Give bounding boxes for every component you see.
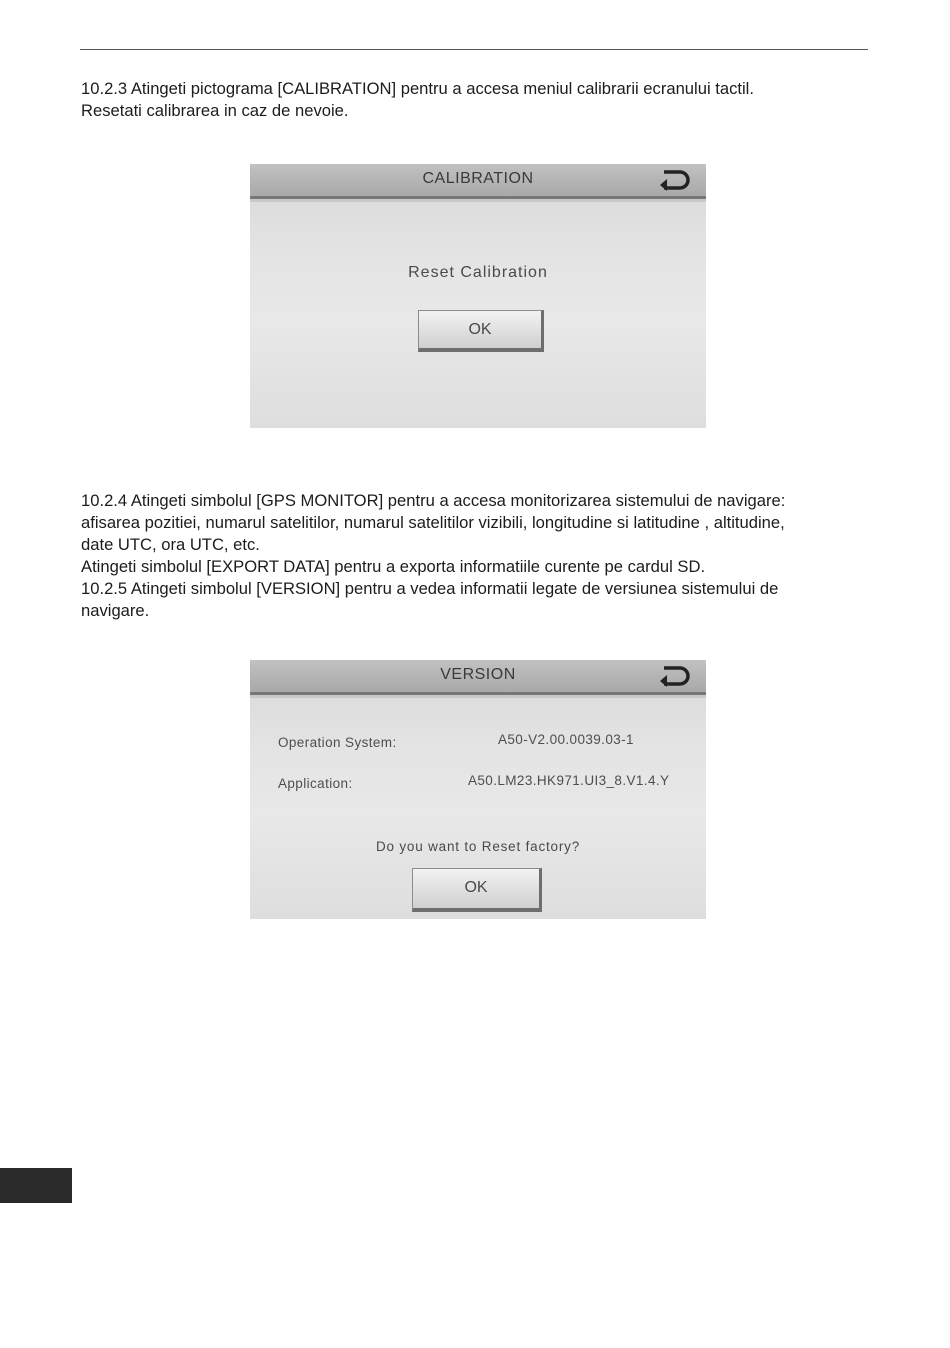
- page-tab-marker: [0, 1168, 72, 1203]
- version-header-bar: [250, 660, 706, 695]
- return-arrow-icon[interactable]: [658, 168, 692, 192]
- reset-factory-ok-button[interactable]: OK: [412, 868, 542, 912]
- operation-system-label: Operation System:: [278, 735, 397, 750]
- return-arrow-icon[interactable]: [658, 664, 692, 688]
- version-screenshot: [250, 660, 706, 919]
- text-line: Resetati calibrarea in caz de nevoie.: [81, 101, 349, 120]
- version-title: VERSION: [440, 666, 516, 683]
- text-line: navigare.: [81, 601, 150, 620]
- calibration-header-bar: [250, 164, 706, 199]
- operation-system-value: A50-V2.00.0039.03-1: [498, 732, 634, 747]
- application-value: A50.LM23.HK971.UI3_8.V1.4.Y: [468, 773, 670, 788]
- gps-version-instructions: [81, 490, 871, 622]
- calibration-instructions: [81, 78, 871, 122]
- application-label: Application:: [278, 776, 353, 791]
- calibration-ok-button[interactable]: OK: [418, 310, 544, 352]
- reset-calibration-message: Reset Calibration: [408, 264, 548, 281]
- text-line: 10.2.3 Atingeti pictograma [CALIBRATION] pentru a accesa meniul calibrarii ecranului tactil.: [81, 79, 754, 98]
- text-line: 10.2.4 Atingeti simbolul [GPS MONITOR] pentru a accesa monitorizarea sistemului de navigare:: [81, 491, 786, 510]
- text-line: Atingeti simbolul [EXPORT DATA] pentru a exporta informatiile curente pe cardul SD.: [81, 557, 706, 576]
- text-line: date UTC, ora UTC, etc.: [81, 535, 260, 554]
- reset-factory-message: Do you want to Reset factory?: [375, 839, 581, 854]
- text-line: 10.2.5 Atingeti simbolul [VERSION] pentru a vedea informatii legate de versiunea sistemului de: [81, 579, 779, 598]
- calibration-screenshot: [250, 164, 706, 428]
- text-line: afisarea pozitiei, numarul satelitilor, numarul satelitilor vizibili, longitudine si latitudine , altitudine,: [81, 513, 785, 532]
- header-rule: [80, 49, 868, 50]
- calibration-title: CALIBRATION: [422, 170, 534, 187]
